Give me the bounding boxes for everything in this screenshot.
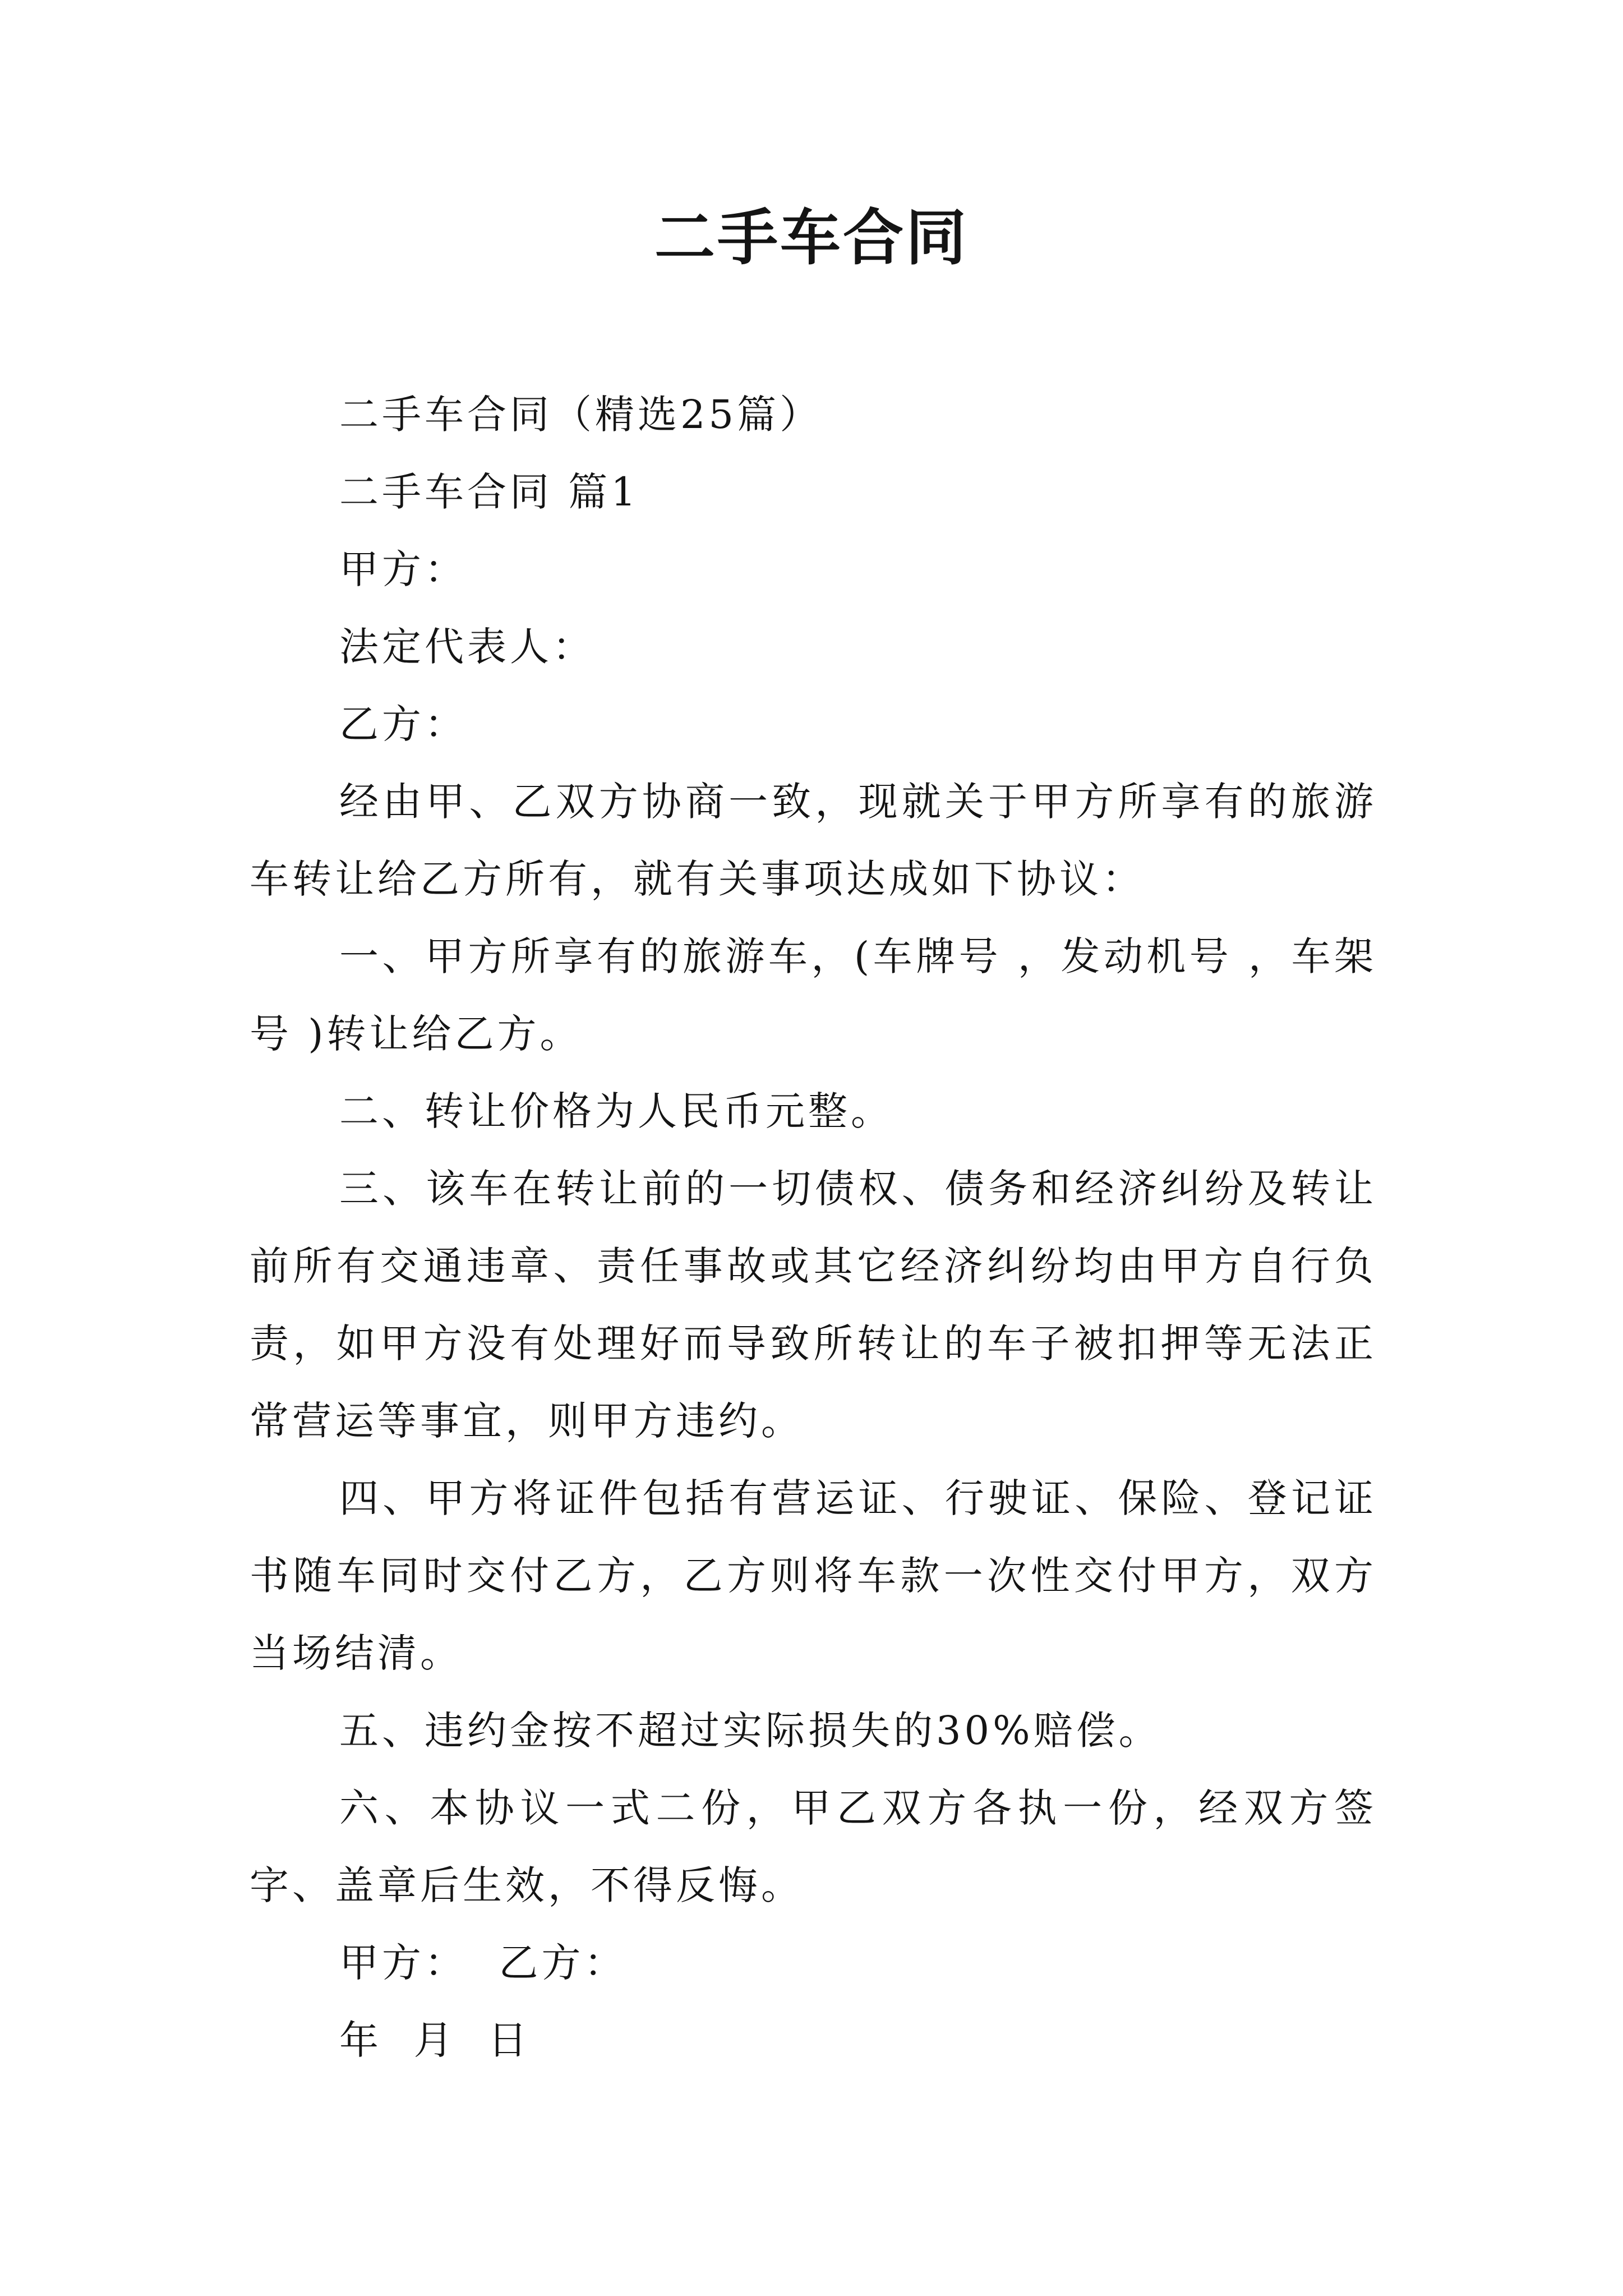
- legal-representative-line: 法定代表人：: [339, 624, 595, 670]
- clause-3: 三、该车在转让前的一切债权、债务和经济纠纷及转让前所有交通违章、责任事故或其它经济纠纷均由甲方自行负责，如甲方没有处理好而导致所转让的车子被扣押等无法正常营运等事宜，则甲方违约。: [250, 1166, 1377, 1444]
- clause-2: 二、转让价格为人民币元整。: [339, 1088, 893, 1134]
- preamble-paragraph: 经由甲、乙双方协商一致，现就关于甲方所享有的旅游车转让给乙方所有，就有关事项达成如下协议：: [250, 779, 1377, 902]
- clause-6: 六、本协议一式二份，甲乙双方各执一份，经双方签字、盖章后生效，不得反悔。: [250, 1785, 1377, 1908]
- subtitle-article-1: 二手车合同 篇1: [339, 469, 639, 515]
- party-a-line: 甲方：: [339, 546, 467, 592]
- date-line: 年 月 日: [339, 2017, 531, 2063]
- clause-4: 四、甲方将证件包括有营运证、行驶证、保险、登记证书随车同时交付乙方，乙方则将车款一次性交付甲方，双方当场结清。: [250, 1475, 1377, 1676]
- signature-line: 甲方： 乙方：: [339, 1940, 627, 1986]
- subtitle-collection: 二手车合同（精选25篇）: [339, 392, 823, 438]
- document-title: 二手车合同: [654, 203, 969, 273]
- document-body: [250, 376, 1377, 2079]
- clause-5: 五、违约金按不超过实际损失的30%赔偿。: [339, 1708, 1161, 1754]
- clause-1: 一、甲方所享有的旅游车，(车牌号 ，发动机号 ，车架号 )转让给乙方。: [250, 933, 1377, 1057]
- party-b-line: 乙方：: [339, 701, 467, 747]
